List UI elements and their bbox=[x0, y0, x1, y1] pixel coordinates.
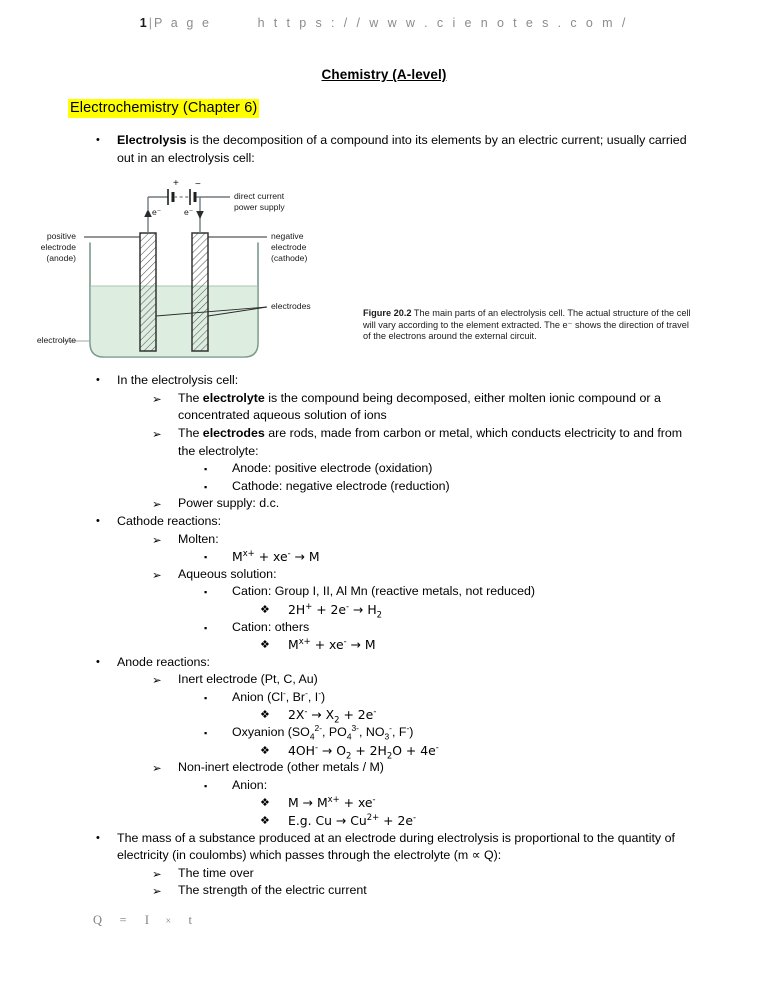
in-cell-heading: In the electrolysis cell: bbox=[117, 373, 239, 388]
cation-group-label: Cation: Group I, II, Al Mn (reactive metals, not reduced) bbox=[232, 584, 536, 599]
molten-label: Molten: bbox=[178, 531, 219, 546]
bullet-square-icon: ▪ bbox=[204, 587, 208, 598]
bullet-arrow-icon: ➢ bbox=[152, 426, 162, 441]
list-item bbox=[204, 777, 704, 795]
oxyanion-label: Oxyanion ($SO_4^{2-}$, $PO_4^{3-}$, $NO_3^-$, F-) bbox=[232, 722, 414, 742]
list-item bbox=[152, 390, 698, 425]
power-supply-label-line2: power supply bbox=[234, 202, 285, 212]
bullet-arrow-icon: ➢ bbox=[152, 761, 162, 776]
list-item bbox=[96, 132, 696, 167]
power-supply-label-line1: direct current bbox=[234, 191, 285, 201]
document-title: Chemistry (A-level) bbox=[321, 67, 447, 82]
electrodes-definition bbox=[178, 425, 698, 460]
cathode-reactions-heading: Cathode reactions: bbox=[117, 513, 222, 528]
molten-equation: $M^{x+} + xe^- \to M$ bbox=[232, 548, 320, 565]
electrolyte-definition bbox=[178, 390, 698, 425]
bullet-square-icon: ▪ bbox=[204, 481, 208, 492]
bullet-arrow-icon: ➢ bbox=[152, 673, 162, 688]
mass-law-item-1: The time over bbox=[178, 865, 254, 880]
list-item bbox=[204, 548, 704, 566]
list-item bbox=[152, 759, 698, 777]
list-item bbox=[260, 706, 710, 724]
electrodes-post: are rods, made from carbon or metal, which conducts electricity to and from the electrolyte: bbox=[178, 425, 683, 458]
non-inert-electrode-label: Non-inert electrode (other metals / M) bbox=[178, 760, 384, 775]
anion-halide-equation: $2X^- \to X_2 + 2e^-$ bbox=[288, 706, 377, 725]
chapter-title: Electrochemistry (Chapter 6) bbox=[70, 100, 258, 116]
intro-term: Electrolysis bbox=[117, 133, 187, 147]
bullet-diamond-icon: ❖ bbox=[260, 708, 270, 722]
list-item bbox=[152, 531, 698, 549]
list-item bbox=[152, 566, 698, 584]
mass-law-item-2: The strength of the electric current bbox=[178, 883, 367, 898]
page-separator: | bbox=[148, 16, 152, 30]
negative-electrode-label-line2: electrode bbox=[271, 242, 307, 252]
bullet-square-icon: ▪ bbox=[204, 464, 208, 475]
list-item bbox=[260, 812, 710, 830]
list-item bbox=[152, 671, 698, 689]
bullet-arrow-icon: ➢ bbox=[152, 884, 162, 899]
bullet-square-icon: ▪ bbox=[204, 692, 208, 703]
battery-plus-sign: + bbox=[173, 178, 179, 189]
bullet-square-icon: ▪ bbox=[204, 728, 208, 739]
anion-equation-1: $M \to M^{x+} + xe^-$ bbox=[288, 794, 376, 811]
electrolyte-pre: The bbox=[178, 390, 203, 405]
anion-equation-2: E.g. $Cu \to Cu^{2+} + 2e^-$ bbox=[288, 811, 417, 829]
intro-rest: is the decomposition of a compound into its elements by an electric current; usually carried out in an electrolysis cell: bbox=[117, 133, 687, 165]
negative-electrode-label-line1: negative bbox=[271, 231, 304, 241]
list-item bbox=[152, 882, 698, 900]
anode-reactions-heading: Anode reactions: bbox=[117, 654, 210, 669]
list-item bbox=[204, 460, 704, 478]
list-item bbox=[204, 478, 704, 496]
anion-halide-label: Anion (Cl-, Br-, I-) bbox=[232, 687, 326, 704]
site-url: h t t p s : / / w w w . c i e n o t e s . c o m / bbox=[257, 16, 629, 30]
formula-equals: = bbox=[119, 913, 127, 927]
bullet-disc-icon: • bbox=[96, 831, 100, 844]
electron-label-left: e⁻ bbox=[152, 207, 162, 217]
formula-times: × bbox=[165, 916, 172, 927]
intro-text bbox=[117, 132, 696, 167]
anion-label: Anion: bbox=[232, 777, 268, 792]
inert-electrode-label: Inert electrode (Pt, C, Au) bbox=[178, 672, 318, 687]
list-item bbox=[152, 865, 698, 883]
list-item bbox=[204, 583, 704, 601]
electrolyte-liquid bbox=[91, 286, 257, 356]
oxyanion-equation: $4OH^- \to O_2 + 2H_2O + 4e^-$ bbox=[288, 741, 439, 761]
bullet-diamond-icon: ❖ bbox=[260, 602, 270, 616]
electron-arrow-down-icon bbox=[196, 211, 204, 219]
bullet-diamond-icon: ❖ bbox=[260, 743, 270, 757]
bullet-disc-icon: • bbox=[96, 134, 100, 146]
list-item-cathode-reactions bbox=[96, 513, 696, 531]
bullet-arrow-icon: ➢ bbox=[152, 497, 162, 512]
electrolysis-cell-svg bbox=[62, 185, 362, 373]
electron-label-right: e⁻ bbox=[184, 207, 194, 217]
bullet-disc-icon: • bbox=[96, 514, 100, 527]
positive-electrode-label-line3: (anode) bbox=[46, 253, 76, 263]
list-item bbox=[204, 724, 704, 742]
list-item bbox=[260, 794, 710, 812]
formula-q: Q bbox=[93, 913, 103, 927]
bullet-arrow-icon: ➢ bbox=[152, 567, 162, 582]
cation-others-equation: $M^{x+} + xe^- \to M$ bbox=[288, 635, 376, 653]
bullet-disc-icon: • bbox=[96, 655, 100, 668]
electrodes-label: electrodes bbox=[271, 301, 311, 311]
list-item-in-cell bbox=[96, 372, 696, 390]
cation-group-equation: $2H^+ + 2e^- \to H_2$ bbox=[288, 600, 383, 620]
cathode-electrode bbox=[192, 233, 208, 351]
battery-minus-sign: − bbox=[195, 179, 201, 190]
figure-caption bbox=[363, 308, 693, 343]
anode-definition: Anode: positive electrode (oxidation) bbox=[232, 461, 433, 476]
list-item bbox=[260, 636, 710, 654]
bullet-diamond-icon: ❖ bbox=[260, 638, 270, 652]
page-number: 1 bbox=[139, 16, 147, 30]
cathode-definition: Cathode: negative electrode (reduction) bbox=[232, 478, 450, 493]
list-item bbox=[260, 742, 710, 760]
list-item bbox=[204, 689, 704, 707]
formula-time: t bbox=[188, 913, 193, 927]
electrolysis-cell-diagram bbox=[36, 178, 362, 373]
figure-block bbox=[0, 178, 768, 373]
bullet-square-icon: ▪ bbox=[204, 622, 208, 633]
positive-electrode-label-line1: positive bbox=[46, 231, 76, 241]
electrodes-term: electrodes bbox=[202, 425, 265, 440]
aqueous-label: Aqueous solution: bbox=[178, 566, 277, 581]
bullet-arrow-icon: ➢ bbox=[152, 866, 162, 881]
list-item bbox=[204, 619, 704, 637]
charge-formula bbox=[93, 913, 192, 928]
figure-caption-label: Figure 20.2 bbox=[363, 308, 412, 318]
bullet-diamond-icon: ❖ bbox=[260, 814, 270, 828]
page-header bbox=[0, 16, 768, 30]
electrolyte-term: electrolyte bbox=[202, 390, 265, 405]
mass-law-heading: The mass of a substance produced at an electrode during electrolysis is proportional to the quantity of electricity (in coulombs) which passes through the electrolyte (m ∝ Q): bbox=[117, 830, 675, 863]
bullet-arrow-icon: ➢ bbox=[152, 532, 162, 547]
anode-electrode bbox=[140, 233, 156, 351]
list-item bbox=[260, 601, 710, 619]
bullet-square-icon: ▪ bbox=[204, 780, 208, 791]
list-item bbox=[152, 495, 698, 513]
formula-current: I bbox=[144, 913, 150, 927]
bullet-diamond-icon: ❖ bbox=[260, 796, 270, 810]
list-item bbox=[152, 425, 698, 460]
cation-others-label: Cation: others bbox=[232, 619, 310, 634]
list-item-anode-reactions bbox=[96, 654, 696, 672]
electrodes-pre: The bbox=[178, 425, 203, 440]
negative-electrode-label-line3: (cathode) bbox=[271, 253, 308, 263]
electrolyte-label: electrolyte bbox=[36, 335, 76, 345]
bullet-disc-icon: • bbox=[96, 374, 100, 387]
list-item-mass-law bbox=[96, 830, 696, 865]
bullet-square-icon: ▪ bbox=[204, 552, 208, 563]
page-word: P a g e bbox=[153, 16, 212, 30]
power-supply-item: Power supply: d.c. bbox=[178, 496, 280, 511]
positive-electrode-label-line2: electrode bbox=[40, 242, 76, 252]
bullet-arrow-icon: ➢ bbox=[152, 391, 162, 406]
electrolyte-post: is the compound being decomposed, either molten ionic compound or a concentrated aqueous solution of ions bbox=[178, 390, 661, 423]
figure-caption-text: The main parts of an electrolysis cell. The actual structure of the cell will vary according to the element extracted. The e⁻ shows the direction of travel of the electrons around the external circuit. bbox=[363, 308, 691, 342]
